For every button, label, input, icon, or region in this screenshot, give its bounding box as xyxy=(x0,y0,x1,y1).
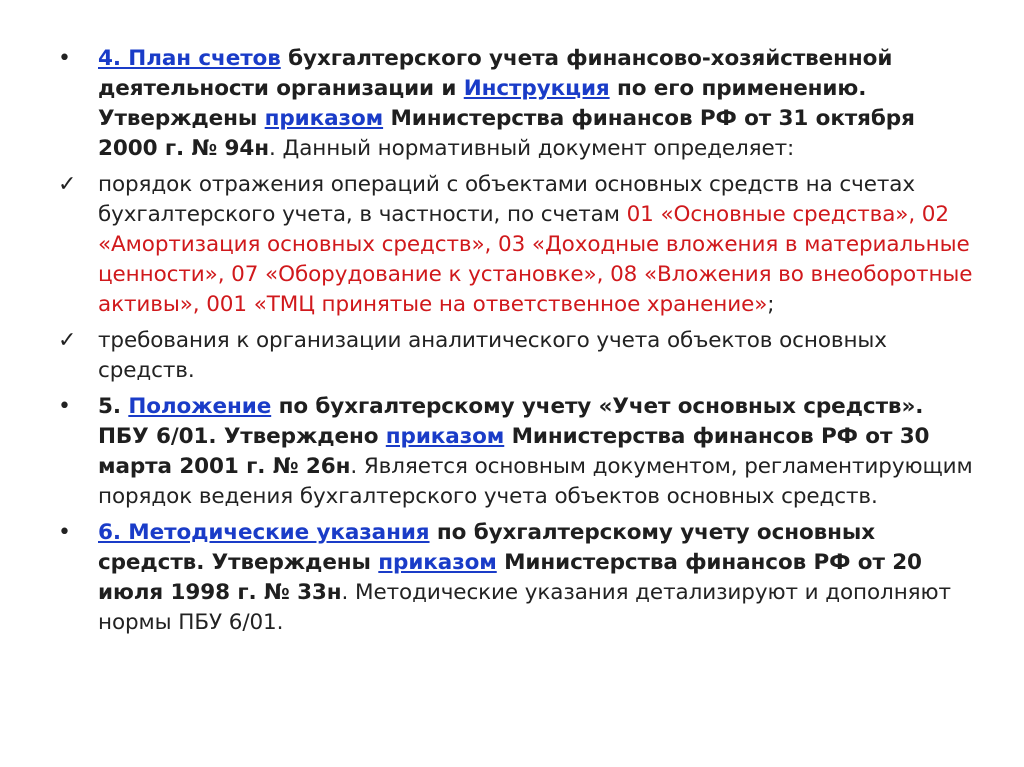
text-plain: . Методические указания детализируют и дополняют нормы ПБУ 6/01. xyxy=(98,580,951,635)
list-item-plan-schetov xyxy=(58,44,978,164)
text-plain: . Данный нормативный документ определяет: xyxy=(269,136,795,161)
text-plain: . Является основным документом, регламентирующим порядок ведения бухгалтерского учета объектов основных средств. xyxy=(98,454,973,509)
checkmark-icon: ✓ xyxy=(58,328,77,353)
text-plain: требования к организации аналитического учета объектов основных средств. xyxy=(98,328,887,383)
text-bold: по бухгалтерскому учету «Учет основных средств». ПБУ 6/01. Утверждено xyxy=(98,394,924,449)
link-prikazom[interactable]: приказом xyxy=(378,550,497,575)
list-item-trebovaniya xyxy=(58,326,978,386)
item-text xyxy=(98,326,978,386)
list-item-poryadok-otrazheniya xyxy=(58,170,978,320)
bullet-icon: • xyxy=(58,394,71,419)
bullet-icon: • xyxy=(58,46,71,71)
text-bold: Министерства финансов РФ от 31 октября 2000 г. № 94н xyxy=(98,106,915,161)
link-metodicheskie-ukazaniya[interactable]: 6. Методические указания xyxy=(98,520,430,545)
text-bold: Министерства финансов РФ от 20 июля 1998 г. № 33н xyxy=(98,550,922,605)
text-bold: по его применению. Утверждены xyxy=(98,76,867,131)
bullet-icon: • xyxy=(58,520,71,545)
link-prikazom[interactable]: приказом xyxy=(264,106,384,131)
item-text xyxy=(98,518,978,638)
accounts-list-red: 01 «Основные средства», 02 «Амортизация основных средств», 03 «Доходные вложения в материальные ценности», 07 «Оборудование к установке», 08 «Вложения во внеоборотные активы», 001 «ТМЦ принятые на ответственное хранение» xyxy=(98,202,973,317)
list-item-metodicheskie-ukazaniya xyxy=(58,518,978,638)
link-prikazom[interactable]: приказом xyxy=(385,424,505,449)
item-text xyxy=(98,170,978,320)
item-text xyxy=(98,392,978,512)
link-instrukciya[interactable]: Инструкция xyxy=(463,76,610,101)
text-bold: бухгалтерского учета финансово-хозяйственной деятельности организации и xyxy=(98,46,893,101)
list-item-polozhenie xyxy=(58,392,978,512)
item-text xyxy=(98,44,978,164)
text-bold: по бухгалтерскому учету основных средств. Утверждены xyxy=(98,520,876,575)
text-plain: ; xyxy=(767,292,775,317)
link-polozhenie[interactable]: Положение xyxy=(128,394,272,419)
text-bold: 5. xyxy=(98,394,129,419)
text-bold: Министерства финансов РФ от 30 марта 2001 г. № 26н xyxy=(98,424,930,479)
link-plan-schetov[interactable]: 4. План счетов xyxy=(98,46,281,71)
checkmark-icon: ✓ xyxy=(58,172,77,197)
bullet-list xyxy=(58,44,978,644)
text-plain: порядок отражения операций с объектами основных средств на счетах бухгалтерского учета, в частности, по счетам xyxy=(98,172,915,227)
